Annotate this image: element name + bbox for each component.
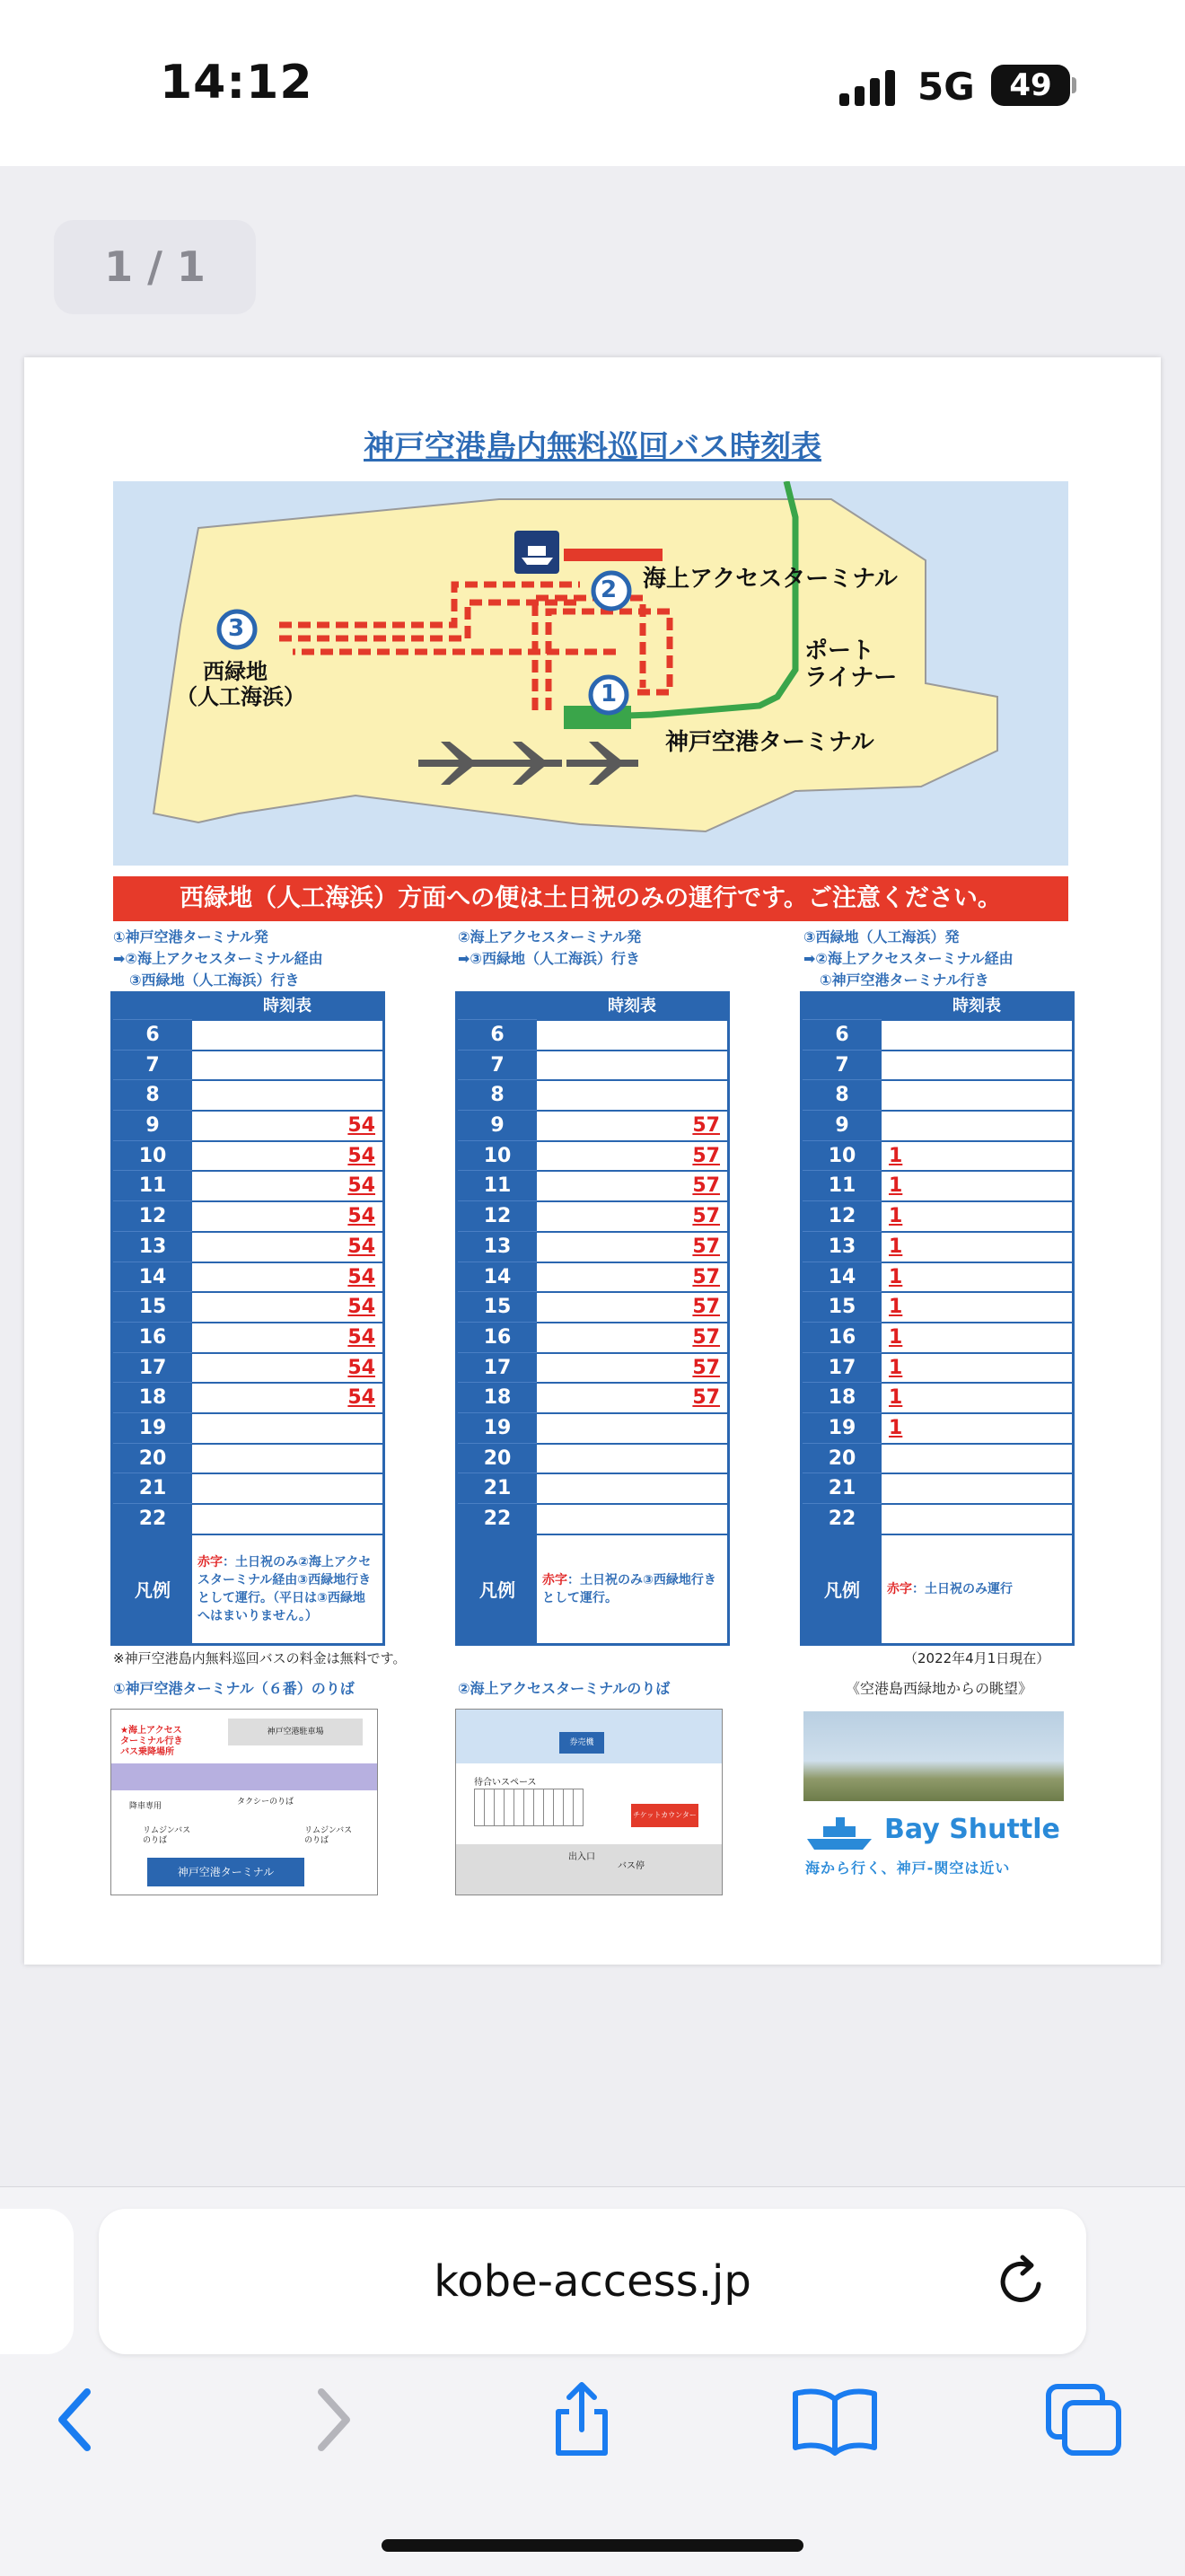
minute-cell	[192, 1079, 382, 1110]
minute-cell	[882, 1019, 1072, 1050]
timetable-row	[458, 1412, 727, 1443]
legend-text-2	[537, 1535, 727, 1643]
hour-cell: 11	[803, 1170, 882, 1200]
timetable-row	[803, 1079, 1072, 1110]
hour-cell: 10	[803, 1140, 882, 1171]
hour-cell: 8	[113, 1079, 192, 1110]
timetable-1	[110, 991, 385, 1646]
entrance-label: 出入口	[568, 1852, 595, 1862]
cellular-signal-icon	[839, 68, 902, 106]
back-icon[interactable]	[40, 2379, 112, 2460]
address-bar[interactable]	[99, 2209, 1086, 2354]
stop-3-number: 3	[228, 615, 245, 642]
route-2-line-1: ②海上アクセスターミナル発	[458, 928, 642, 945]
hour-cell: 12	[458, 1200, 537, 1231]
hour-cell: 18	[458, 1382, 537, 1412]
timetable-row	[803, 1170, 1072, 1200]
timetable-row	[113, 1503, 382, 1534]
page-counter: 1 / 1	[54, 220, 256, 314]
timetable-row	[458, 1140, 727, 1171]
minute-cell	[537, 1503, 727, 1534]
ticket-machine-label: 券売機	[559, 1732, 604, 1754]
map-label-airport-terminal: 神戸空港ターミナル	[665, 729, 874, 756]
view-photo	[803, 1711, 1064, 1801]
caption-stop1-map: ①神戸空港ターミナル（６番）のりば	[113, 1680, 355, 1697]
minute-cell	[192, 1412, 382, 1443]
hour-cell: 17	[803, 1352, 882, 1383]
battery-icon: 49	[991, 65, 1070, 106]
hour-cell: 20	[458, 1443, 537, 1473]
document-title: 神戸空港島内無料巡回バス時刻表	[364, 429, 821, 465]
hour-cell: 8	[458, 1079, 537, 1110]
timetable-row	[113, 1473, 382, 1503]
route-1-line-1: ①神戸空港ターミナル発	[113, 928, 268, 945]
hour-cell: 22	[803, 1503, 882, 1534]
timetable-row	[803, 1382, 1072, 1412]
hour-cell: 6	[803, 1019, 882, 1050]
minute-cell: 54	[192, 1170, 382, 1200]
pdf-page[interactable]	[24, 357, 1161, 1965]
hour-cell: 15	[458, 1291, 537, 1322]
minute-cell: 57	[537, 1231, 727, 1262]
route-header-3	[803, 927, 1014, 991]
legend-body: ：土日祝のみ③西緑地行きとして運行。	[542, 1572, 716, 1605]
hour-cell: 20	[113, 1443, 192, 1473]
timetable-row	[458, 1503, 727, 1534]
timetable-row	[458, 1473, 727, 1503]
legend-label: 凡例	[803, 1535, 882, 1643]
timetable-row	[803, 1262, 1072, 1292]
timetable-row	[113, 1291, 382, 1322]
waiting-area-label: 待合いスペース	[474, 1778, 537, 1788]
timetable-row	[458, 1231, 727, 1262]
timetable-row	[803, 1200, 1072, 1231]
timetable-row	[458, 1079, 727, 1110]
hour-cell: 13	[113, 1231, 192, 1262]
hour-cell: 12	[113, 1200, 192, 1231]
caption-stop2-map: ②海上アクセスターミナルのりば	[458, 1680, 671, 1697]
hour-cell: 14	[803, 1262, 882, 1292]
hour-cell: 16	[803, 1322, 882, 1352]
timetable-row	[803, 1110, 1072, 1140]
parking-label: 神戸空港駐車場	[228, 1719, 363, 1745]
hour-cell: 17	[458, 1352, 537, 1383]
timetable-row	[458, 1050, 727, 1080]
url-text: kobe-access.jp	[434, 2256, 751, 2307]
caption-view: 《空港島西緑地からの眺望》	[846, 1680, 1033, 1697]
route-header-1	[113, 927, 323, 991]
stop2-area-map	[455, 1709, 723, 1895]
share-icon[interactable]	[546, 2379, 618, 2460]
stop1-note-3: バス乗降場所	[120, 1747, 174, 1757]
previous-tab-peek[interactable]	[0, 2209, 74, 2354]
status-time: 14:12	[160, 56, 313, 110]
route-3-line-2: ➡②海上アクセスターミナル経由	[803, 950, 1014, 967]
minute-cell: 54	[192, 1140, 382, 1171]
timetable-row	[803, 1140, 1072, 1171]
hour-cell: 15	[113, 1291, 192, 1322]
minute-cell	[192, 1050, 382, 1080]
hour-cell: 22	[113, 1503, 192, 1534]
minute-cell: 54	[192, 1231, 382, 1262]
limo-label-1: リムジンバス	[143, 1826, 191, 1835]
minute-cell: 54	[192, 1262, 382, 1292]
timetable-row	[113, 1231, 382, 1262]
minute-cell	[537, 1443, 727, 1473]
hour-cell: 11	[458, 1170, 537, 1200]
hour-cell: 21	[113, 1473, 192, 1503]
minute-cell	[192, 1473, 382, 1503]
hour-cell: 9	[113, 1110, 192, 1140]
minute-cell: 1	[882, 1200, 1072, 1231]
limo-label-2: リムジンバス	[304, 1826, 353, 1835]
hour-cell: 18	[113, 1382, 192, 1412]
limo-label-2b: のりば	[304, 1836, 329, 1845]
hour-cell: 13	[458, 1231, 537, 1262]
minute-cell	[537, 1050, 727, 1080]
timetable-row	[803, 1412, 1072, 1443]
reload-icon[interactable]	[992, 2252, 1051, 2311]
route-2-line-2: ➡③西緑地（人工海浜）行き	[458, 950, 640, 967]
minute-cell: 57	[537, 1291, 727, 1322]
minute-cell	[882, 1050, 1072, 1080]
hour-cell: 22	[458, 1503, 537, 1534]
hour-cell: 14	[458, 1262, 537, 1292]
minute-cell: 54	[192, 1322, 382, 1352]
hour-cell: 6	[113, 1019, 192, 1050]
stop1-note-1: ★海上アクセス	[120, 1726, 182, 1736]
hour-cell: 16	[113, 1322, 192, 1352]
legend-red-word: 赤字	[887, 1581, 912, 1596]
legend-red-word: 赤字	[542, 1572, 567, 1587]
tabs-icon[interactable]	[1041, 2379, 1127, 2460]
legend-body: ：土日祝のみ②海上アクセスターミナル経由③西緑地行きとして運行。（平日は③西緑地へはまいりません。）	[198, 1554, 372, 1623]
timetable-row	[113, 1019, 382, 1050]
route-3-line-3: ①神戸空港ターミナル行き	[820, 971, 989, 989]
weekend-notice: 西緑地（人工海浜）方面への便は土日祝のみの運行です。ご注意ください。	[113, 876, 1068, 921]
home-indicator	[382, 2539, 803, 2552]
minute-cell	[192, 1443, 382, 1473]
route-map	[113, 481, 1068, 866]
minute-cell	[537, 1412, 727, 1443]
timetable-row	[113, 1382, 382, 1412]
timetable-row	[803, 1231, 1072, 1262]
legend-text-1	[192, 1535, 382, 1643]
minute-cell	[192, 1503, 382, 1534]
hour-cell: 9	[458, 1110, 537, 1140]
hour-cell: 13	[803, 1231, 882, 1262]
timetable-row	[458, 1262, 727, 1292]
hour-cell: 10	[113, 1140, 192, 1171]
minute-cell: 1	[882, 1412, 1072, 1443]
legend-label: 凡例	[458, 1535, 537, 1643]
minute-cell	[537, 1019, 727, 1050]
timetable-row	[113, 1262, 382, 1292]
timetable-label: 時刻表	[608, 997, 656, 1015]
minute-cell	[882, 1473, 1072, 1503]
hour-cell: 17	[113, 1352, 192, 1383]
minute-cell: 1	[882, 1352, 1072, 1383]
minute-cell: 1	[882, 1140, 1072, 1171]
minute-cell: 1	[882, 1382, 1072, 1412]
hour-cell: 7	[458, 1050, 537, 1080]
minute-cell	[537, 1473, 727, 1503]
taxi-label: タクシーのりば	[237, 1798, 294, 1807]
map-label-nishiryokuchi: 西緑地	[203, 659, 268, 684]
timetable-label: 時刻表	[952, 997, 1001, 1015]
minute-cell: 57	[537, 1322, 727, 1352]
timetable-row	[458, 1110, 727, 1140]
timetable-row	[458, 1322, 727, 1352]
timetable-row	[113, 1200, 382, 1231]
ticket-counter-label: チケットカウンター	[631, 1804, 698, 1827]
legend-text-3	[882, 1535, 1072, 1643]
minute-cell: 57	[537, 1382, 727, 1412]
ship-icon	[805, 1812, 877, 1851]
hour-cell: 21	[803, 1473, 882, 1503]
minute-cell: 1	[882, 1231, 1072, 1262]
timetable-row	[458, 1291, 727, 1322]
timetable-row	[458, 1200, 727, 1231]
hour-cell: 15	[803, 1291, 882, 1322]
timetable-row	[458, 1352, 727, 1383]
hour-cell: 10	[458, 1140, 537, 1171]
minute-cell: 54	[192, 1382, 382, 1412]
timetable-row	[458, 1443, 727, 1473]
hour-cell: 12	[803, 1200, 882, 1231]
bookmarks-icon[interactable]	[790, 2379, 880, 2460]
hour-cell: 6	[458, 1019, 537, 1050]
minute-cell: 57	[537, 1352, 727, 1383]
timetable-row	[113, 1050, 382, 1080]
dropoff-label: 降車専用	[129, 1802, 162, 1811]
timetable-row	[113, 1170, 382, 1200]
legend-red-word: 赤字	[198, 1554, 223, 1569]
route-1-line-3: ③西緑地（人工海浜）行き	[129, 971, 300, 989]
minute-cell: 1	[882, 1170, 1072, 1200]
hour-cell: 19	[113, 1412, 192, 1443]
minute-cell: 54	[192, 1291, 382, 1322]
date-note: （2022年4月1日現在）	[904, 1650, 1050, 1666]
hour-cell: 14	[113, 1262, 192, 1292]
hour-cell: 20	[803, 1443, 882, 1473]
bay-shuttle-logo	[805, 1812, 1075, 1884]
hour-cell: 19	[803, 1412, 882, 1443]
timetable-row	[113, 1079, 382, 1110]
network-type: 5G	[917, 65, 975, 109]
bus-stop-label: バス停	[618, 1861, 645, 1871]
forward-icon[interactable]	[296, 2379, 368, 2460]
minute-cell: 54	[192, 1352, 382, 1383]
timetable-row	[113, 1443, 382, 1473]
stop1-area-map	[110, 1709, 378, 1895]
timetable-row	[803, 1443, 1072, 1473]
timetable-row	[458, 1019, 727, 1050]
timetable-row	[113, 1352, 382, 1383]
bay-shuttle-name: Bay Shuttle	[884, 1814, 1060, 1845]
hour-cell: 7	[803, 1050, 882, 1080]
timetable-row	[803, 1019, 1072, 1050]
minute-cell: 57	[537, 1140, 727, 1171]
legend-label: 凡例	[113, 1535, 192, 1643]
timetable-row	[113, 1322, 382, 1352]
minute-cell: 54	[192, 1110, 382, 1140]
minute-cell: 57	[537, 1110, 727, 1140]
bay-shuttle-slogan: 海から行く、神戸-関空は近い	[805, 1859, 1011, 1877]
map-label-sea-terminal: 海上アクセスターミナル	[643, 566, 898, 593]
timetable-row	[113, 1412, 382, 1443]
stop-2-number: 2	[601, 576, 618, 603]
minute-cell	[192, 1019, 382, 1050]
minute-cell	[537, 1079, 727, 1110]
timetable-row	[113, 1140, 382, 1171]
status-bar	[0, 0, 1185, 166]
legend-body: ：土日祝のみ運行	[912, 1581, 1013, 1596]
hour-cell: 9	[803, 1110, 882, 1140]
stop1-note-2: ターミナル行き	[120, 1736, 183, 1746]
stop-1-number: 1	[601, 681, 618, 708]
timetable-row	[458, 1170, 727, 1200]
map-label-port-liner-2: ライナー	[804, 664, 898, 691]
route-1-line-2: ➡②海上アクセスターミナル経由	[113, 950, 323, 967]
map-label-port-liner-1: ポート	[804, 637, 875, 664]
hour-cell: 16	[458, 1322, 537, 1352]
timetable-row	[803, 1503, 1072, 1534]
timetable-row	[803, 1473, 1072, 1503]
timetable-3	[800, 991, 1075, 1646]
hour-cell: 18	[803, 1382, 882, 1412]
timetable-row	[458, 1382, 727, 1412]
hour-cell: 8	[803, 1079, 882, 1110]
timetable-row	[113, 1110, 382, 1140]
limo-label-1b: のりば	[143, 1836, 168, 1845]
timetable-row	[803, 1050, 1072, 1080]
timetable-2	[455, 991, 730, 1646]
hour-cell: 11	[113, 1170, 192, 1200]
minute-cell: 1	[882, 1262, 1072, 1292]
timetable-row	[803, 1322, 1072, 1352]
minute-cell: 1	[882, 1322, 1072, 1352]
timetable-row	[803, 1352, 1072, 1383]
fare-note: ※神戸空港島内無料巡回バスの料金は無料です。	[113, 1650, 407, 1666]
terminal-building-label: 神戸空港ターミナル	[147, 1858, 304, 1886]
route-3-line-1: ③西緑地（人工海浜）発	[803, 928, 960, 945]
minute-cell	[882, 1443, 1072, 1473]
hour-cell: 21	[458, 1473, 537, 1503]
timetable-row	[803, 1291, 1072, 1322]
hour-cell: 7	[113, 1050, 192, 1080]
minute-cell: 57	[537, 1170, 727, 1200]
timetable-label: 時刻表	[263, 997, 312, 1015]
minute-cell: 1	[882, 1291, 1072, 1322]
minute-cell	[882, 1110, 1072, 1140]
map-label-artificial-beach: （人工海浜）	[176, 684, 305, 709]
minute-cell	[882, 1503, 1072, 1534]
minute-cell: 57	[537, 1200, 727, 1231]
minute-cell: 57	[537, 1262, 727, 1292]
route-header-2	[458, 927, 641, 970]
hour-cell: 19	[458, 1412, 537, 1443]
minute-cell	[882, 1079, 1072, 1110]
minute-cell: 54	[192, 1200, 382, 1231]
